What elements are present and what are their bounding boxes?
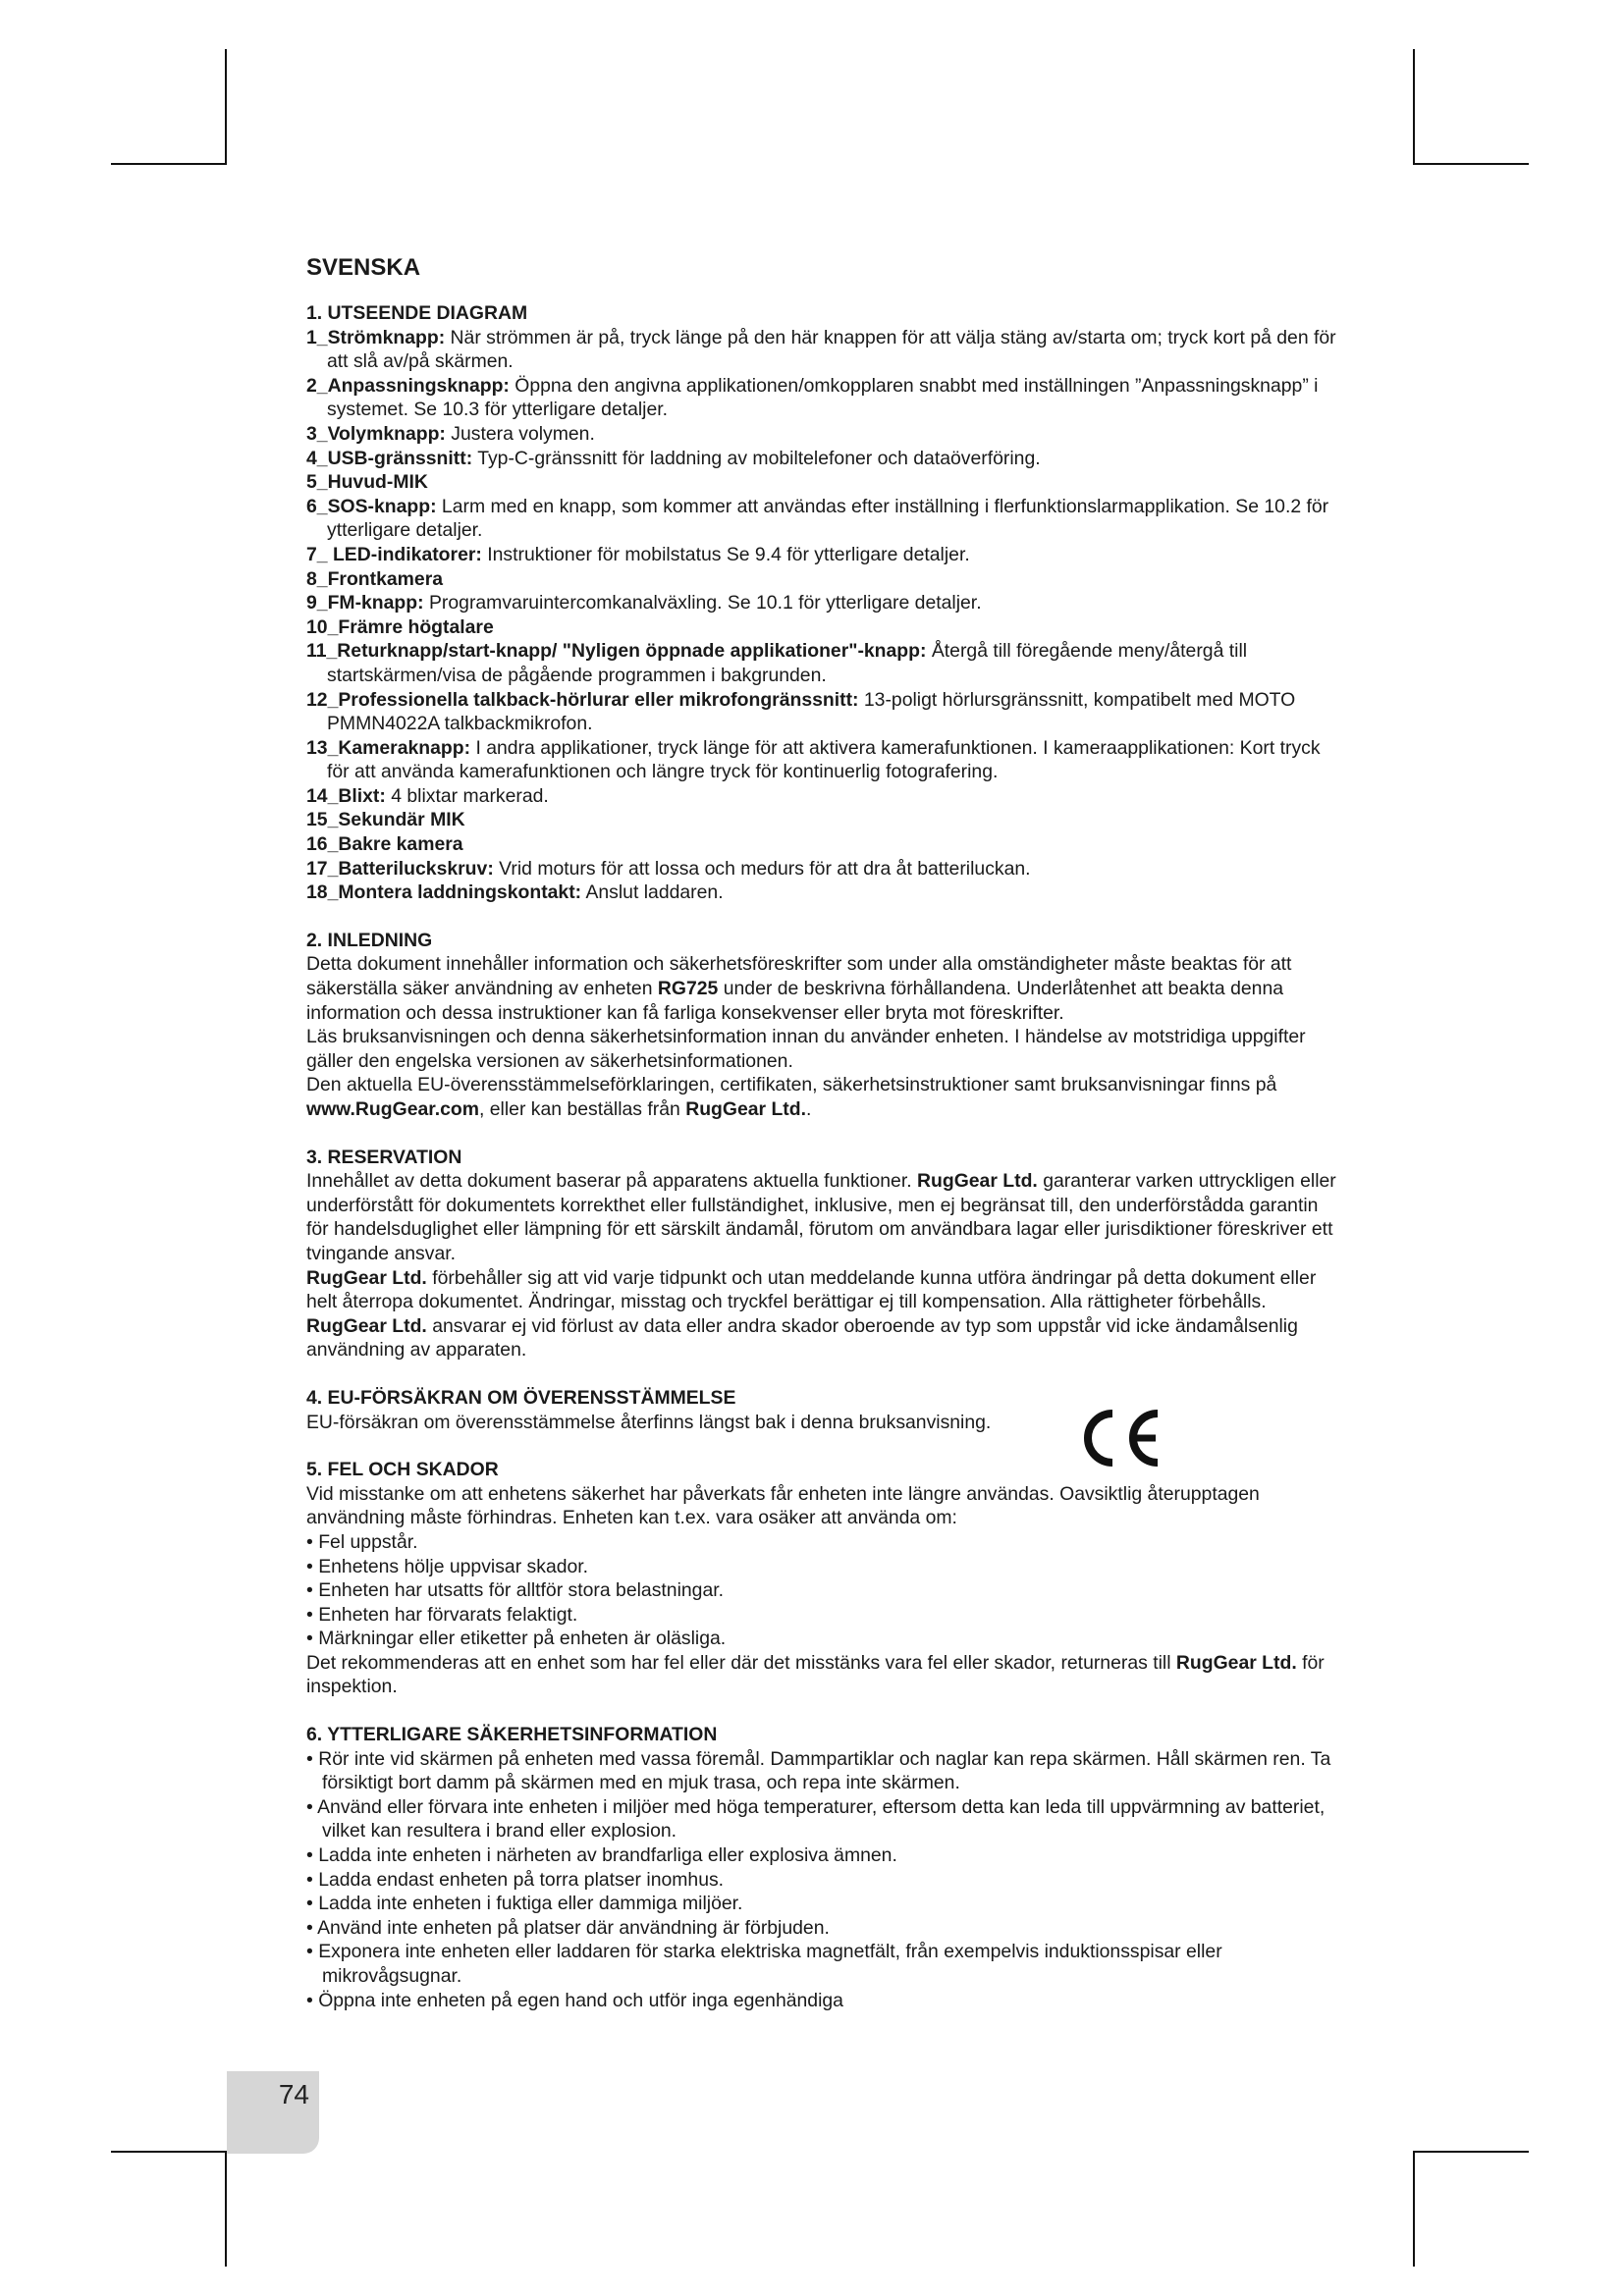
- component-description: 13-poligt hörlursgränssnitt, kompatibelt med MOTO PMMN4022A talkbackmikrofon.: [327, 688, 1296, 735]
- section-faults-damages: [306, 1458, 1337, 1699]
- component-label: 16_Bakre kamera: [306, 833, 463, 856]
- component-label: 9_FM-knapp:: [306, 592, 424, 614]
- component-label: 2_Anpassningsknapp:: [306, 374, 510, 397]
- list-item: [306, 857, 1337, 881]
- section-appearance-diagram: [306, 301, 1337, 905]
- list-item: • Ladda inte enheten i närheten av brandfarliga eller explosiva ämnen.: [306, 1843, 1337, 1868]
- list-item: [306, 447, 1337, 471]
- component-label: 17_Batteriluckskruv:: [306, 857, 494, 880]
- crop-mark-bottom-right-vertical: [1413, 2151, 1415, 2267]
- paragraph: Läs bruksanvisningen och denna säkerhetsinformation innan du använder enheten. I händelse av motstridiga uppgifter gäller den engelska versionen av säkerhetsinformationen.: [306, 1026, 1306, 1072]
- component-description: Instruktioner för mobilstatus Se 9.4 för ytterligare detaljer.: [481, 543, 970, 565]
- component-description: 4 blixtar markerad.: [385, 784, 549, 807]
- component-label: 7_ LED-indikatorer:: [306, 543, 482, 565]
- list-item: • Använd eller förvara inte enheten i miljöer med höga temperaturer, eftersom detta kan leda till uppvärmning av batteriet, vilket kan resultera i brand eller explosion.: [306, 1795, 1337, 1843]
- section-heading: 3. RESERVATION: [306, 1146, 462, 1168]
- paragraph: RugGear Ltd. ansvarar ej vid förlust av data eller andra skador oberoende av typ som uppstår vid icke ändamålsenlig användning av apparaten.: [306, 1314, 1298, 1362]
- company-name: RugGear Ltd.: [685, 1098, 806, 1120]
- company-name: RugGear Ltd.: [306, 1266, 427, 1289]
- page-number-tab: [227, 2071, 319, 2154]
- paragraph: Innehållet av detta dokument baserar på apparatens aktuella funktioner. RugGear Ltd. garanterar varken uttryckligen eller underförstått för dokumentets korrekthet eller fullständighet, inklusive, men ej begränsat till, den underförstådda garantin för handelsduglighet eller lämpning för ett särskilt ändamål, förutom om användbara lagar eller jurisdiktioner föreskriver ett tvingande ansvar.: [306, 1170, 1336, 1264]
- list-item: [306, 495, 1337, 543]
- component-label: 11_Returknapp/start-knapp/ "Nyligen öppnade applikationer"-knapp:: [306, 640, 927, 663]
- list-item: [306, 422, 1337, 447]
- component-description: Anslut laddaren.: [581, 881, 724, 904]
- list-item: • Enheten har utsatts för alltför stora belastningar.: [306, 1578, 1337, 1603]
- component-label: 14_Blixt:: [306, 784, 386, 807]
- component-label: 6_SOS-knapp:: [306, 495, 437, 517]
- crop-mark-top-right-vertical: [1413, 49, 1415, 165]
- component-label: 4_USB-gränssnitt:: [306, 447, 473, 469]
- website-link[interactable]: www.RugGear.com: [306, 1098, 479, 1120]
- section-reservation: [306, 1146, 1337, 1362]
- component-label: 1_Strömknapp:: [306, 326, 446, 348]
- component-label: 15_Sekundär MIK: [306, 809, 465, 831]
- component-label: 5_Huvud-MIK: [306, 471, 428, 494]
- list-item: [306, 615, 1337, 640]
- list-item: [306, 374, 1337, 422]
- section-heading: 1. UTSEENDE DIAGRAM: [306, 302, 528, 324]
- component-list: [306, 326, 1337, 905]
- list-item: • Ladda endast enheten på torra platser inomhus.: [306, 1868, 1337, 1893]
- list-item: [306, 326, 1337, 374]
- paragraph: Vid misstanke om att enhetens säkerhet har påverkats får enheten inte längre användas. Oavsiktlig återupptagen användning måste förhindras. Enheten kan t.ex. vara osäker att använda om:: [306, 1482, 1260, 1529]
- crop-mark-bottom-left-vertical: [225, 2151, 227, 2267]
- section-introduction: [306, 929, 1337, 1122]
- section-eu-declaration: [306, 1386, 1337, 1434]
- crop-mark-bottom-right-horizontal: [1413, 2151, 1529, 2153]
- paragraph: Det rekommenderas att en enhet som har fel eller där det misstänks vara fel eller skador, returneras till RugGear Ltd. för inspektion.: [306, 1651, 1325, 1698]
- page-title: SVENSKA: [306, 254, 421, 281]
- section-heading: 6. YTTERLIGARE SÄKERHETSINFORMATION: [306, 1724, 718, 1746]
- list-item: • Märkningar eller etiketter på enheten är oläsliga.: [306, 1627, 1337, 1651]
- list-item: • Exponera inte enheten eller laddaren för starka elektriska magnetfält, från exempelvis induktionsspisar eller mikrovågsugnar.: [306, 1940, 1337, 1988]
- section-heading: 2. INLEDNING: [306, 929, 433, 951]
- component-label: 18_Montera laddningskontakt:: [306, 881, 582, 904]
- section-additional-safety: [306, 1723, 1337, 2012]
- list-item: • Enheten har förvarats felaktigt.: [306, 1603, 1337, 1628]
- component-label: 3_Volymknapp:: [306, 422, 446, 445]
- ce-mark-icon: [1073, 1408, 1164, 1468]
- list-item: • Enhetens hölje uppvisar skador.: [306, 1555, 1337, 1579]
- page-number: 74: [278, 2079, 309, 2109]
- component-description: Justera volymen.: [445, 422, 595, 445]
- component-description: I andra applikationer, tryck länge för att aktivera kamerafunktionen. I kameraapplikationen: Kort tryck för att använda kamerafunktionen och längre tryck för kontinuerlig fotografering.: [327, 736, 1321, 783]
- paragraph: Detta dokument innehåller information och säkerhetsföreskrifter som under alla omständigheter måste beaktas för att säkerställa säker användning av enheten RG725 under de beskrivna förhållandena. Underlåtenhet att beakta denna information och dessa instruktioner kan få farliga konsekvenser eller bryta mot föreskrifter.: [306, 953, 1292, 1024]
- list-item: [306, 832, 1337, 857]
- crop-mark-top-right-horizontal: [1413, 163, 1529, 165]
- list-item: • Öppna inte enheten på egen hand och utför inga egenhändiga: [306, 1989, 1337, 2013]
- component-description: Typ-C-gränssnitt för laddning av mobiltelefoner och dataöverföring.: [472, 447, 1041, 469]
- bullet-list: [306, 1747, 1337, 2013]
- component-label: 10_Främre högtalare: [306, 615, 494, 638]
- crop-mark-bottom-left-horizontal: [111, 2151, 227, 2153]
- list-item: [306, 591, 1337, 615]
- component-label: 8_Frontkamera: [306, 567, 444, 590]
- component-description: Larm med en knapp, som kommer att användas efter inställning i flerfunktionslarmapplikation. Se 10.2 för ytterligare detaljer.: [327, 495, 1329, 542]
- list-item: [306, 639, 1337, 687]
- component-description: När strömmen är på, tryck länge på den här knappen för att välja stäng av/starta om; tryck kort på den för att slå av/på skärmen.: [327, 326, 1336, 373]
- list-item: • Använd inte enheten på platser där användning är förbjuden.: [306, 1916, 1337, 1941]
- component-label: 12_Professionella talkback-hörlurar eller mikrofongränssnitt:: [306, 688, 859, 711]
- section-heading: 5. FEL OCH SKADOR: [306, 1459, 499, 1481]
- component-description: Återgå till föregående meny/återgå till startskärmen/visa de pågående programmen i bakgrunden.: [327, 640, 1248, 686]
- company-name: RugGear Ltd.: [306, 1314, 427, 1337]
- bullet-list: [306, 1530, 1337, 1651]
- list-item: [306, 881, 1337, 905]
- list-item: • Ladda inte enheten i fuktiga eller dammiga miljöer.: [306, 1892, 1337, 1916]
- list-item: [306, 543, 1337, 567]
- paragraph: Den aktuella EU-överensstämmelseförklaringen, certifikaten, säkerhetsinstruktioner samt bruksanvisningar finns på www.RugGear.com, eller kan beställas från RugGear Ltd..: [306, 1074, 1277, 1120]
- list-item: [306, 470, 1337, 495]
- paragraph: RugGear Ltd. förbehåller sig att vid varje tidpunkt och utan meddelande kunna utföra ändringar på detta dokument eller helt återropa dokumentet. Ändringar, misstag och tryckfel berättigar ej till kompensation. Alla rättigheter förbehålls.: [306, 1266, 1317, 1313]
- component-description: Öppna den angivna applikationen/omkopplaren snabbt med inställningen ”Anpassningsknapp” i systemet. Se 10.3 för ytterligare detaljer.: [327, 374, 1319, 421]
- crop-mark-top-left-vertical: [225, 49, 227, 165]
- list-item: [306, 784, 1337, 809]
- model-name: RG725: [657, 978, 719, 1000]
- document-body: [306, 253, 1337, 2036]
- list-item: [306, 688, 1337, 736]
- section-heading: 4. EU-FÖRSÄKRAN OM ÖVERENSSTÄMMELSE: [306, 1386, 736, 1409]
- list-item: [306, 736, 1337, 784]
- company-name: RugGear Ltd.: [917, 1170, 1038, 1193]
- component-label: 13_Kameraknapp:: [306, 736, 471, 759]
- list-item: • Rör inte vid skärmen på enheten med vassa föremål. Dammpartiklar och naglar kan repa skärmen. Håll skärmen ren. Ta försiktigt bort damm på skärmen med en mjuk trasa, och repa inte skärmen.: [306, 1747, 1337, 1795]
- company-name: RugGear Ltd.: [1175, 1651, 1297, 1674]
- component-description: Vrid moturs för att lossa och medurs för att dra åt batteriluckan.: [493, 857, 1031, 880]
- list-item: [306, 567, 1337, 592]
- list-item: • Fel uppstår.: [306, 1530, 1337, 1555]
- component-description: Programvaruintercomkanalväxling. Se 10.1 för ytterligare detaljer.: [423, 592, 982, 614]
- crop-mark-top-left-horizontal: [111, 163, 227, 165]
- list-item: [306, 808, 1337, 832]
- paragraph: EU-försäkran om överensstämmelse återfinns längst bak i denna bruksanvisning.: [306, 1411, 992, 1433]
